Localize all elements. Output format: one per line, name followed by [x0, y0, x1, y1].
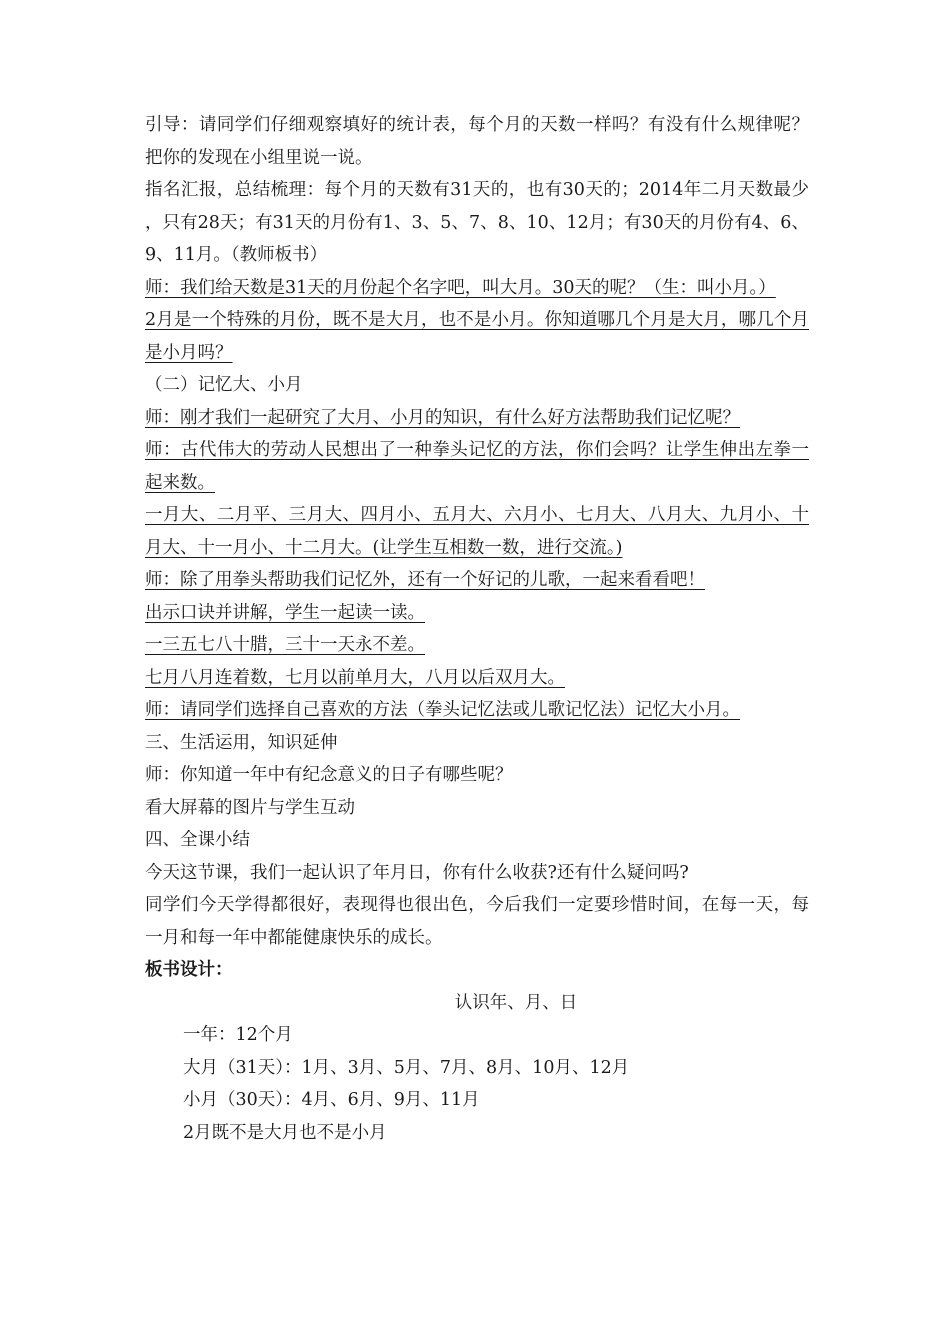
paragraph-teacher-question: 师：你知道一年中有纪念意义的日子有哪些呢？ — [145, 765, 513, 785]
paragraph-rhyme-line2: 七月八月连着数，七月以前单月大，八月以后双月大。 — [145, 667, 565, 688]
paragraph-screen-interact: 看大屏幕的图片与学生互动 — [145, 797, 355, 818]
board-line-year: 一年：12个月 — [183, 1025, 293, 1045]
paragraph-rhyme-line1: 一三五七八十腊，三十一天永不差。 — [145, 635, 425, 655]
board-design-heading: 板书设计： — [145, 960, 233, 980]
board-line-february: 2月既不是大月也不是小月 — [183, 1122, 387, 1143]
paragraph-summary: 指名汇报，总结梳理：每个月的天数有31天的，也有30天的；2014年二月天数最少，只有28天；有31天的月份有1、3、5、7、8、10、12月；有30天的月份有4、6、9、11月。（教师板书） — [145, 180, 809, 265]
paragraph-teacher-method: 师：刚才我们一起研究了大月、小月的知识，有什么好方法帮助我们记忆呢？ — [145, 407, 740, 428]
document-body — [145, 109, 809, 1149]
section-heading-memory: （二）记忆大、小月 — [145, 375, 303, 395]
board-line-small-month: 小月（30天）：4月、6月、9月、11月 — [183, 1090, 480, 1110]
section-heading-summary: 四、全课小结 — [145, 830, 250, 850]
board-title: 认识年、月、日 — [454, 992, 578, 1013]
paragraph-closing: 同学们今天学得都很好，表现得也很出色，今后我们一定要珍惜时间，在每一天，每一月和每一年中都能健康快乐的成长。 — [145, 895, 809, 948]
paragraph-teacher-fist: 师：古代伟大的劳动人民想出了一种拳头记忆的方法，你们会吗？让学生伸出左拳一起来数。 — [145, 440, 809, 493]
paragraph-guide: 引导：请同学们仔细观察填好的统计表，每个月的天数一样吗？有没有什么规律呢？把你的发现在小组里说一说。 — [145, 115, 809, 168]
paragraph-teacher-song: 师：除了用拳头帮助我们记忆外，还有一个好记的儿歌，一起来看看吧！ — [145, 570, 705, 590]
board-line-big-month: 大月（31天）：1月、3月、5月、7月、8月、10月、12月 — [183, 1057, 630, 1078]
paragraph-rhyme-intro: 出示口诀并讲解，学生一起读一读。 — [145, 602, 425, 623]
section-heading-application: 三、生活运用，知识延伸 — [145, 732, 338, 753]
paragraph-teacher-bigmonth: 师：我们给天数是31天的月份起个名字吧，叫大月。30天的呢？（生：叫小月。） — [145, 277, 776, 298]
paragraph-month-count: 一月大、二月平、三月大、四月小、五月大、六月小、七月大、八月大、九月小、十月大、十一月小、十二月大。(让学生互相数一数，进行交流。) — [145, 505, 809, 558]
paragraph-teacher-choose: 师：请同学们选择自己喜欢的方法（拳头记忆法或儿歌记忆法）记忆大小月。 — [145, 700, 740, 720]
paragraph-february: 2月是一个特殊的月份，既不是大月，也不是小月。你知道哪几个月是大月，哪几个月是小月吗？ — [145, 310, 809, 363]
paragraph-summary-question: 今天这节课，我们一起认识了年月日，你有什么收获?还有什么疑问吗? — [145, 862, 689, 883]
